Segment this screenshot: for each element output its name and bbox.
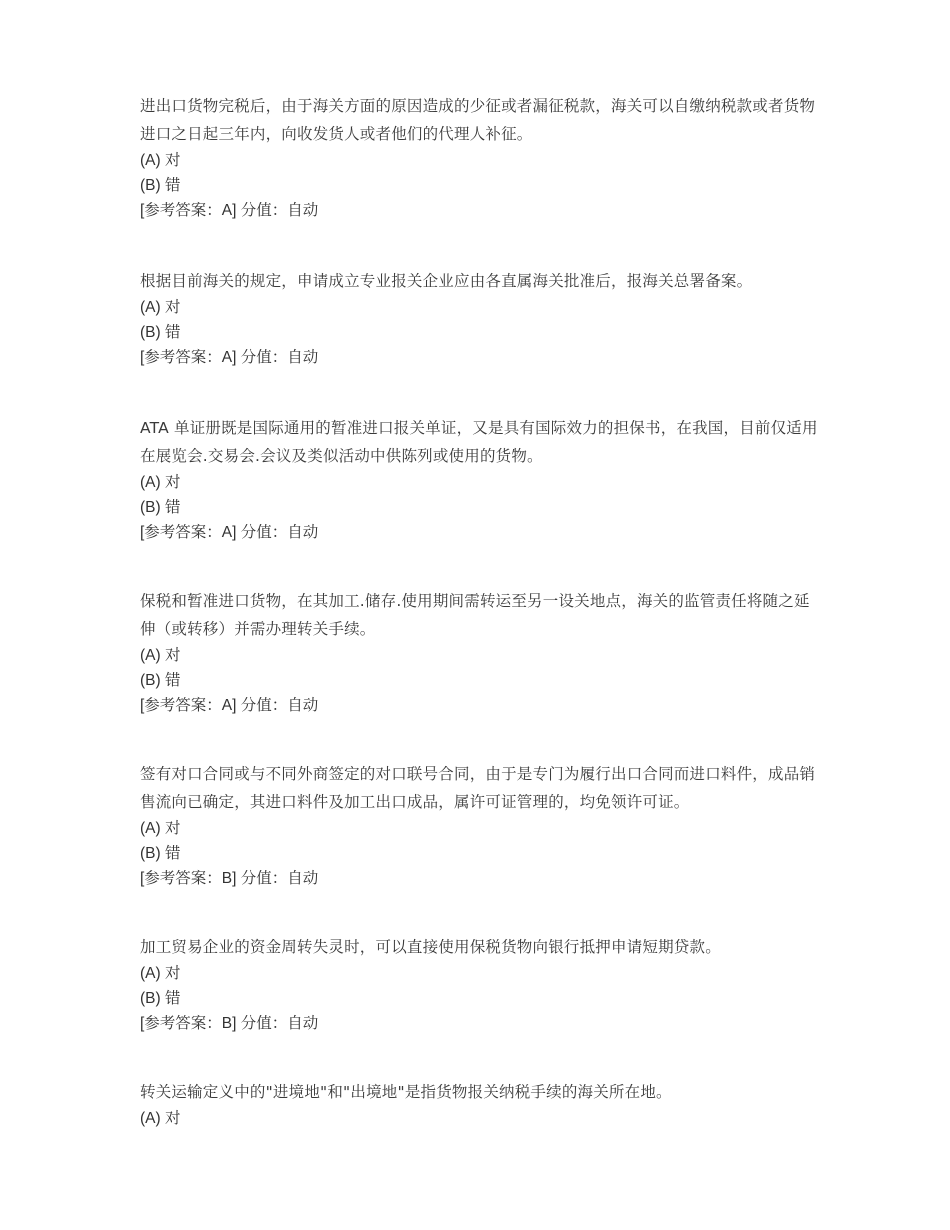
question-1 (140, 92, 820, 223)
question-text: 签有对口合同或与不同外商签定的对口联号合同，由于是专门为履行出口合同而进口料件，成品销售流向已确定，其进口料件及加工出口成品，属许可证管理的，均免领许可证。 (140, 765, 816, 811)
option-a: (A) 对 (140, 647, 181, 664)
reference-answer: [参考答案：A] 分值：自动 (140, 697, 319, 714)
document-page (140, 92, 820, 1173)
option-a: (A) 对 (140, 820, 181, 837)
option-b: (B) 错 (140, 845, 181, 862)
question-text: 保税和暂准进口货物，在其加工.储存.使用期间需转运至另一设关地点，海关的监管责任将随之延伸（或转移）并需办理转关手续。 (140, 592, 810, 638)
reference-answer: [参考答案：A] 分值：自动 (140, 524, 319, 541)
option-b: (B) 错 (140, 324, 181, 341)
question-3 (140, 414, 820, 545)
option-b: (B) 错 (140, 499, 181, 516)
question-6 (140, 933, 820, 1036)
question-2 (140, 267, 820, 370)
question-5 (140, 760, 820, 891)
question-text: ATA 单证册既是国际通用的暂准进口报关单证，又是具有国际效力的担保书，在我国，目前仅适用在展览会.交易会.会议及类似活动中供陈列或使用的货物。 (140, 419, 818, 465)
option-b: (B) 错 (140, 177, 181, 194)
question-7 (140, 1078, 820, 1131)
question-text: 进出口货物完税后，由于海关方面的原因造成的少征或者漏征税款，海关可以自缴纳税款或者货物进口之日起三年内，向收发货人或者他们的代理人补征。 (140, 97, 816, 143)
option-a: (A) 对 (140, 474, 181, 491)
reference-answer: [参考答案：B] 分值：自动 (140, 870, 319, 887)
option-b: (B) 错 (140, 672, 181, 689)
reference-answer: [参考答案：B] 分值：自动 (140, 1015, 319, 1032)
reference-answer: [参考答案：A] 分值：自动 (140, 202, 319, 219)
option-a: (A) 对 (140, 1110, 181, 1127)
question-text: 转关运输定义中的"进境地"和"出境地"是指货物报关纳税手续的海关所在地。 (140, 1083, 672, 1101)
option-a: (A) 对 (140, 965, 181, 982)
question-4 (140, 587, 820, 718)
option-a: (A) 对 (140, 152, 181, 169)
question-text: 根据目前海关的规定，申请成立专业报关企业应由各直属海关批准后，报海关总署备案。 (140, 272, 753, 290)
option-b: (B) 错 (140, 990, 181, 1007)
reference-answer: [参考答案：A] 分值：自动 (140, 349, 319, 366)
question-text: 加工贸易企业的资金周转失灵时，可以直接使用保税货物向银行抵押申请短期贷款。 (140, 938, 721, 956)
option-a: (A) 对 (140, 299, 181, 316)
